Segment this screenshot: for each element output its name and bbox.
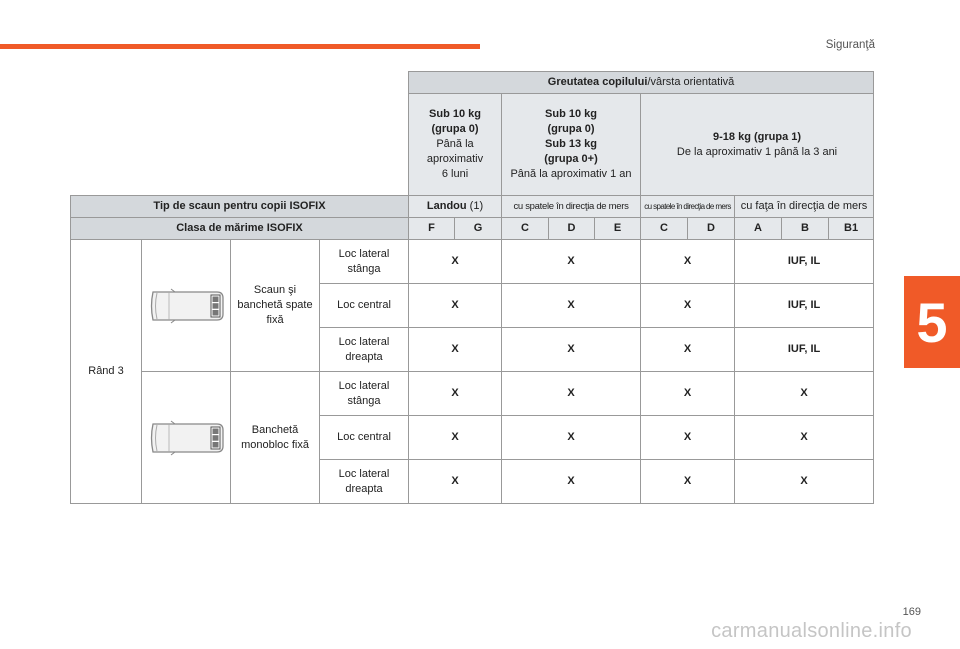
weight-header-rest: /vârsta orientativă	[647, 76, 735, 88]
page-number: 169	[902, 606, 921, 618]
value-rear-2: X	[641, 284, 735, 328]
value-forward: X	[735, 372, 874, 416]
value-rear-1: X	[502, 372, 641, 416]
size-class-b: B	[782, 218, 829, 240]
value-rear-1: X	[502, 284, 641, 328]
size-class-a: A	[735, 218, 782, 240]
value-landou: X	[409, 328, 502, 372]
value-rear-2: X	[641, 372, 735, 416]
seat-type-label: Tip de scaun pentru copii ISOFIX	[71, 196, 409, 218]
group-0plus-line1: Sub 10 kg	[545, 108, 597, 120]
group-0-line4: aproximativ	[426, 153, 484, 165]
van-icon-cell-1	[142, 240, 231, 372]
top-accent-bar	[0, 44, 480, 49]
value-rear-2: X	[641, 328, 735, 372]
size-class-label: Clasa de mărime ISOFIX	[71, 218, 409, 240]
van-top-view-icon	[147, 418, 225, 458]
seat-kind-1: Scaun şi banchetă spate fixă	[231, 240, 320, 372]
position-cell: Loc lateral stânga	[320, 240, 409, 284]
blank-corner-2	[71, 94, 409, 196]
landou-cell	[409, 196, 502, 218]
group-0plus-line2: (grupa 0)	[547, 123, 595, 135]
group-1-header	[641, 94, 874, 196]
group-1-line1: 9-18 kg (grupa 1)	[713, 130, 802, 143]
value-forward: IUF, IL	[735, 284, 874, 328]
blank-corner	[71, 72, 409, 94]
size-class-g: G	[455, 218, 502, 240]
group-0-line1: Sub 10 kg	[429, 108, 481, 120]
size-class-d2: D	[688, 218, 735, 240]
group-0plus-line3: Sub 13 kg	[545, 138, 597, 150]
value-forward: X	[735, 416, 874, 460]
forward-facing: cu faţa în direcţia de mers	[735, 196, 874, 218]
rear-facing-1: cu spatele în direcţia de mers	[502, 196, 641, 218]
position-cell: Loc central	[320, 416, 409, 460]
value-landou: X	[409, 372, 502, 416]
group-0plus-line5: Până la aproximativ 1 an	[510, 168, 632, 180]
landou-label: Landou	[426, 200, 467, 212]
value-forward: IUF, IL	[735, 328, 874, 372]
value-rear-1: X	[502, 328, 641, 372]
value-rear-2: X	[641, 416, 735, 460]
group-0-line2: (grupa 0)	[431, 123, 479, 135]
size-class-c2: C	[641, 218, 688, 240]
position-cell: Loc lateral stânga	[320, 372, 409, 416]
group-0plus-header	[502, 94, 641, 196]
value-rear-1: X	[502, 460, 641, 504]
value-landou: X	[409, 460, 502, 504]
group-0-header	[409, 94, 502, 196]
position-cell: Loc central	[320, 284, 409, 328]
size-class-d: D	[549, 218, 595, 240]
row-label: Rând 3	[71, 240, 142, 504]
position-cell: Loc lateral dreapta	[320, 460, 409, 504]
section-title: Siguranţă	[825, 39, 875, 51]
van-top-view-icon	[147, 286, 225, 326]
position-cell: Loc lateral dreapta	[320, 328, 409, 372]
chapter-number: 5	[916, 290, 948, 354]
group-1-line2: De la aproximativ 1 până la 3 ani	[676, 145, 838, 158]
value-rear-1: X	[502, 416, 641, 460]
group-0plus-line4: (grupa 0+)	[544, 153, 598, 165]
weight-header-bold: Greutatea copilului	[547, 76, 648, 88]
value-rear-2: X	[641, 240, 735, 284]
rear-facing-2: cu spatele în direcţia de mers	[641, 196, 735, 218]
isofix-table	[70, 71, 874, 504]
size-class-c: C	[502, 218, 549, 240]
value-landou: X	[409, 284, 502, 328]
size-class-f: F	[409, 218, 455, 240]
value-rear-1: X	[502, 240, 641, 284]
value-landou: X	[409, 240, 502, 284]
value-rear-2: X	[641, 460, 735, 504]
size-class-e: E	[595, 218, 641, 240]
value-forward: X	[735, 460, 874, 504]
group-0-line5: 6 luni	[441, 168, 469, 180]
value-landou: X	[409, 416, 502, 460]
van-icon-cell-2	[142, 372, 231, 504]
weight-header	[409, 72, 874, 94]
value-forward: IUF, IL	[735, 240, 874, 284]
group-0-line3: Până la	[436, 138, 474, 150]
watermark: carmanualsonline.info	[711, 620, 912, 642]
chapter-tab	[904, 276, 960, 368]
landou-note: (1)	[466, 200, 484, 212]
seat-kind-2: Banchetă monobloc fixă	[231, 372, 320, 504]
size-class-b1: B1	[829, 218, 874, 240]
